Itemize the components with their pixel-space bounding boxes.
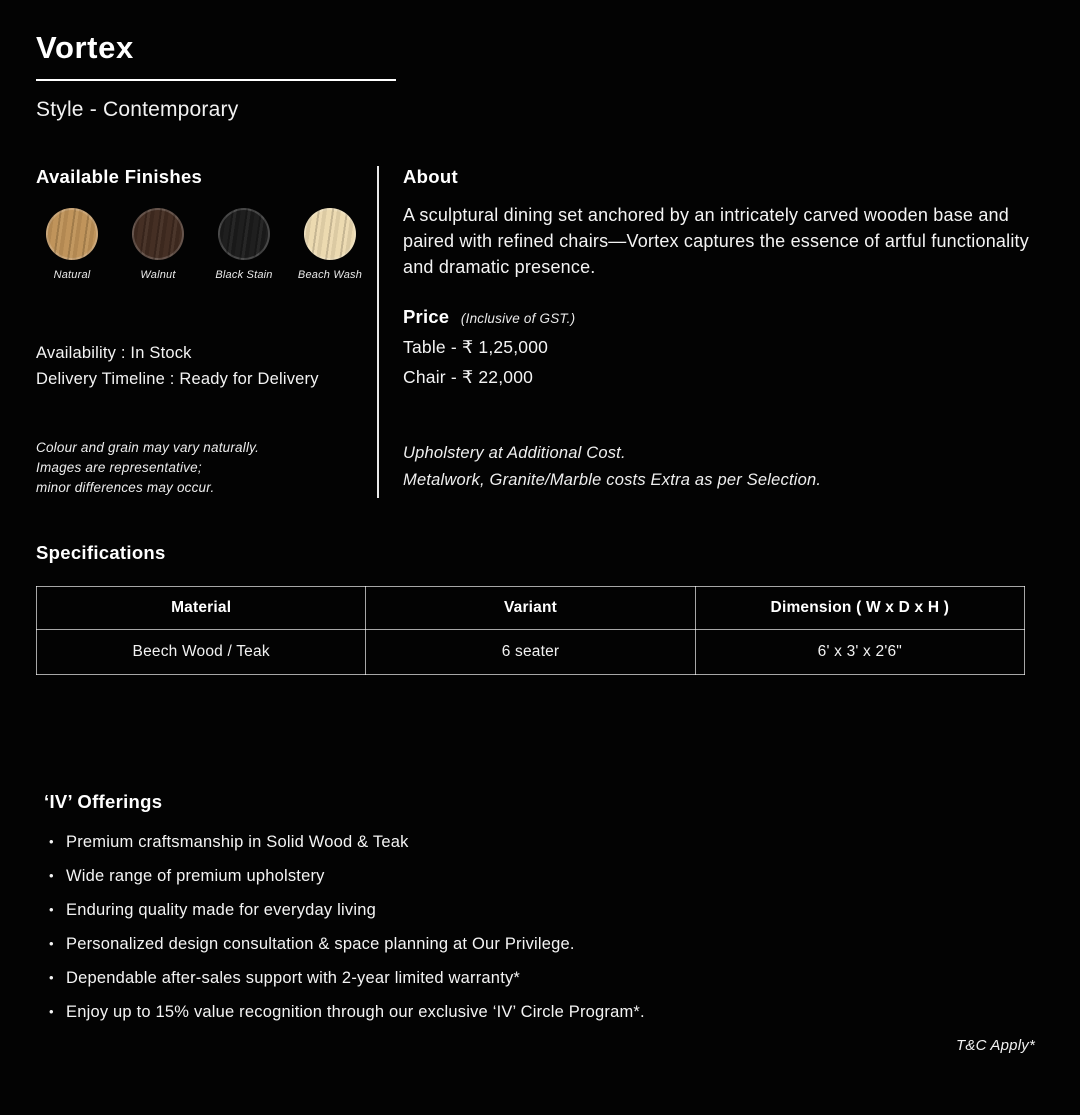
finishes-heading: Available Finishes [36, 166, 203, 187]
offerings-list [44, 833, 1044, 1022]
finish-swatch-black-stain [208, 208, 280, 281]
spec-dimension-value: 6' x 3' x 2'6" [695, 630, 1024, 675]
spec-material-value: Beech Wood / Teak [37, 630, 366, 675]
price-heading-row [403, 306, 1044, 328]
specifications-heading: Specifications [36, 542, 166, 564]
finish-disclaimer [36, 438, 377, 498]
offerings-section [36, 791, 1044, 1022]
availability-value: In Stock [130, 344, 192, 362]
spec-header-row [37, 587, 1025, 630]
finish-color-black-stain [218, 208, 270, 260]
finish-label-walnut: Walnut [140, 269, 176, 281]
price-extra-line: Upholstery at Additional Cost. [403, 444, 626, 463]
spec-data-row [37, 630, 1025, 675]
page-title: Vortex [36, 30, 134, 65]
availability-line [36, 341, 377, 367]
finish-swatches [36, 208, 377, 281]
offering-item: • Premium craftsmanship in Solid Wood & Teak [44, 833, 1044, 852]
delivery-label: Delivery Timeline : [36, 369, 175, 388]
about-column [379, 166, 1044, 498]
details-section [36, 166, 1044, 498]
availability-block [36, 341, 377, 392]
availability-label: Availability : [36, 344, 126, 362]
price-extra-notes [403, 440, 1044, 493]
price-heading: Price [403, 306, 450, 328]
style-subtitle: Style - Contemporary [36, 98, 239, 121]
finish-swatch-natural [36, 208, 108, 281]
spec-col-material: Material [37, 587, 366, 630]
spec-variant-value: 6 seater [366, 630, 695, 675]
price-chair-line: Chair - ₹ 22,000 [403, 367, 534, 388]
title-underline [36, 79, 396, 81]
price-gst-note: (Inclusive of GST.) [460, 311, 576, 327]
offerings-heading: ‘IV’ Offerings [44, 791, 163, 813]
disclaimer-line: Colour and grain may vary naturally. [36, 440, 260, 456]
offering-item: • Enjoy up to 15% value recognition through our exclusive ‘IV’ Circle Program*. [44, 1003, 1044, 1022]
price-table-line: Table - ₹ 1,25,000 [403, 337, 549, 358]
delivery-value: Ready for Delivery [179, 369, 319, 388]
offering-item: • Enduring quality made for everyday living [44, 901, 1044, 920]
finish-label-black-stain: Black Stain [215, 269, 273, 281]
finish-swatch-beach-wash [294, 208, 366, 281]
finish-label-beach-wash: Beach Wash [297, 269, 363, 281]
finish-label-natural: Natural [53, 269, 91, 281]
finishes-column [36, 166, 377, 498]
spec-col-variant: Variant [366, 587, 695, 630]
about-heading: About [403, 166, 458, 187]
finish-swatch-walnut [122, 208, 194, 281]
finish-color-walnut [132, 208, 184, 260]
specifications-table [36, 586, 1025, 675]
offering-item: • Personalized design consultation & space planning at Our Privilege. [44, 935, 1044, 954]
disclaimer-line: minor differences may occur. [36, 480, 215, 496]
header [36, 30, 1044, 122]
price-extra-line: Metalwork, Granite/Marble costs Extra as per Selection. [403, 470, 822, 489]
spec-col-dimension: Dimension ( W x D x H ) [695, 587, 1024, 630]
disclaimer-line: Images are representative; [36, 460, 202, 476]
finish-color-beach-wash [304, 208, 356, 260]
offering-item: • Wide range of premium upholstery [44, 867, 1044, 886]
about-description: A sculptural dining set anchored by an intricately carved wooden base and paired with refined chairs—Vortex captures the essence of artful functionality and dramatic presence. [403, 205, 1029, 278]
terms-note: T&C Apply* [956, 1037, 1035, 1055]
delivery-line [36, 367, 377, 393]
specifications-section [36, 542, 1044, 675]
finish-color-natural [46, 208, 98, 260]
offering-item: • Dependable after-sales support with 2-year limited warranty* [44, 969, 1044, 988]
price-block [403, 306, 1044, 388]
